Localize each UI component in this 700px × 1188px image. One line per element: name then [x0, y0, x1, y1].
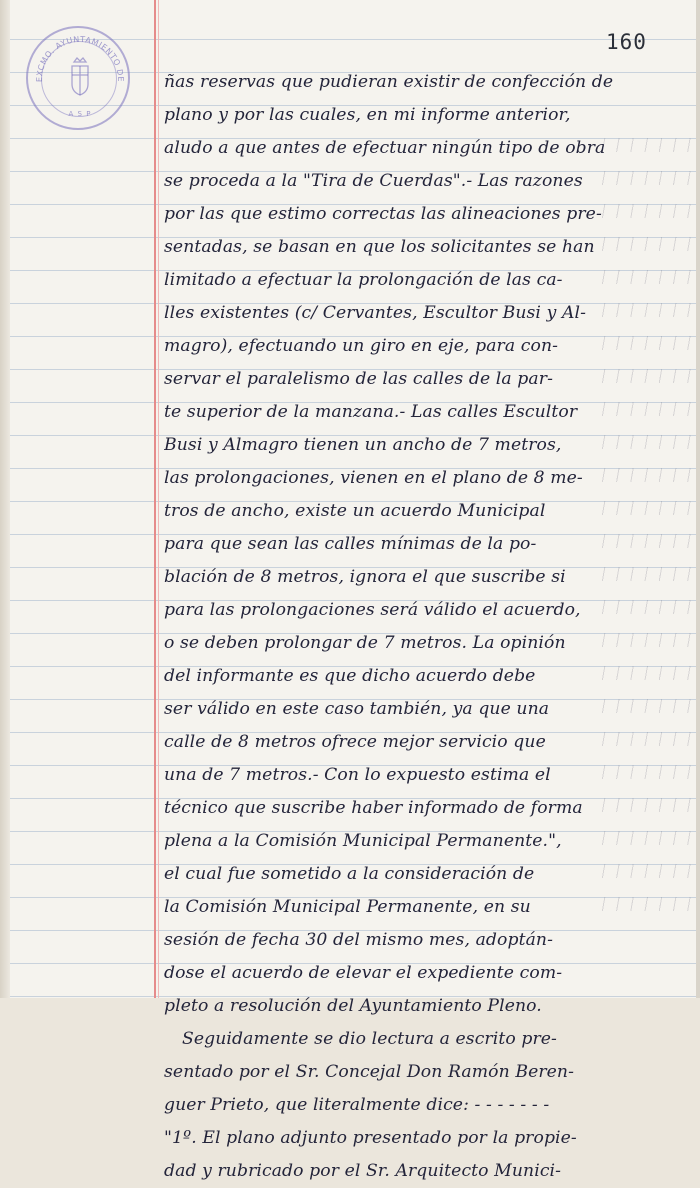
page-number: 160	[606, 30, 647, 54]
text-line: una de 7 metros.- Con lo expuesto estima el	[164, 765, 551, 785]
seal-bottom-text: A S P	[68, 110, 92, 118]
text-line: por las que estimo correctas las alineaciones pre-	[164, 204, 602, 224]
text-line: el cual fue sometido a la consideración de	[164, 864, 535, 884]
text-line: blación de 8 metros, ignora el que suscribe si	[164, 567, 566, 587]
text-line: plano y por las cuales, en mi informe anterior,	[164, 105, 571, 125]
margin-rule	[154, 0, 156, 998]
text-line: para las prolongaciones será válido el acuerdo,	[164, 600, 581, 620]
text-line: tros de ancho, existe un acuerdo Municipal	[164, 501, 546, 521]
text-line: del informante es que dicho acuerdo debe	[164, 666, 536, 686]
text-line: sentado por el Sr. Concejal Don Ramón Beren-	[164, 1062, 575, 1082]
text-line: calle de 8 metros ofrece mejor servicio que	[164, 732, 546, 752]
text-line: las prolongaciones, vienen en el plano de 8 me-	[164, 468, 583, 488]
text-line: guer Prieto, que literalmente dice: - - - - - - -	[164, 1095, 550, 1115]
text-line: dose el acuerdo de elevar el expediente com-	[164, 963, 563, 983]
text-line: para que sean las calles mínimas de la po-	[164, 534, 537, 554]
text-line: Busi y Almagro tienen un ancho de 7 metros,	[164, 435, 562, 455]
text-line: sentadas, se basan en que los solicitantes se han	[164, 237, 595, 257]
text-line: servar el paralelismo de las calles de la par-	[164, 369, 553, 389]
text-line: dad y rubricado por el Sr. Arquitecto Munici-	[164, 1161, 562, 1181]
text-line: aludo a que antes de efectuar ningún tipo de obra	[164, 138, 606, 158]
text-line: limitado a efectuar la prolongación de las ca-	[164, 270, 563, 290]
text-line: lles existentes (c/ Cervantes, Escultor Busi y Al-	[164, 303, 586, 323]
handwritten-text-body	[164, 66, 686, 1188]
text-line: o se deben prolongar de 7 metros. La opinión	[164, 633, 566, 653]
margin-rule-secondary	[158, 0, 159, 998]
text-line: se proceda a la "Tira de Cuerdas".- Las razones	[164, 171, 583, 191]
text-line: ser válido en este caso también, ya que una	[164, 699, 550, 719]
text-line: magro), efectuando un giro en eje, para con-	[164, 336, 559, 356]
page-right-edge	[696, 0, 700, 998]
text-line: la Comisión Municipal Permanente, en su	[164, 897, 531, 917]
text-line: técnico que suscribe haber informado de forma	[164, 798, 583, 818]
municipal-seal-stamp	[26, 26, 130, 130]
text-line: ñas reservas que pudieran existir de confección de	[164, 72, 614, 92]
page-left-edge	[0, 0, 10, 998]
text-line: sesión de fecha 30 del mismo mes, adoptán-	[164, 930, 554, 950]
text-line: pleto a resolución del Ayuntamiento Pleno.	[164, 996, 542, 1016]
paragraph-start-line: Seguidamente se dio lectura a escrito pre-	[182, 1029, 557, 1049]
seal-emblem-icon	[28, 28, 132, 132]
seal-top-text: EXCMO. AYUNTAMIENTO DE	[34, 34, 126, 83]
text-line: plena a la Comisión Municipal Permanente.",	[164, 831, 562, 851]
text-line: te superior de la manzana.- Las calles Escultor	[164, 402, 578, 422]
text-line: "1º. El plano adjunto presentado por la propie-	[164, 1128, 577, 1148]
